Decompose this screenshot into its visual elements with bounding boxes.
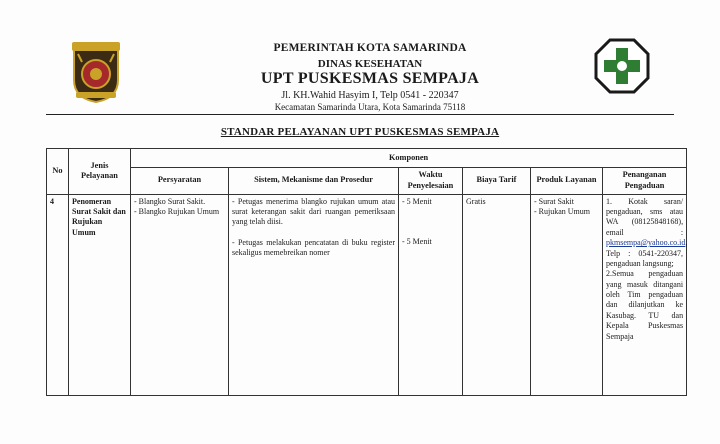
puskesmas-logo-icon — [594, 38, 650, 94]
waktu-item: - 5 Menit — [402, 236, 432, 246]
pengaduan-phone: , Telp : 0541-220347, pengaduan langsung; — [606, 238, 688, 268]
waktu-item: - 5 Menit — [402, 196, 432, 206]
produk-item: - Surat Sakit — [534, 196, 574, 206]
gov-name: PEMERINTAH KOTA SAMARINDA — [273, 42, 467, 54]
pengaduan-process: 2.Semua pengaduan yang masuk ditangani oleh Tim pengaduan dan dilanjutkan ke Kasubag. TU dan Kepala Puskesmas Sempaja — [606, 269, 684, 341]
header-biaya: Biaya Tarif — [463, 168, 531, 195]
email-link[interactable]: pkmsempa@yahoo.co.id — [606, 238, 686, 248]
persyaratan-item: - Blangko Rujukan Umum — [134, 206, 220, 216]
agency-name: DINAS KESEHATAN — [317, 58, 423, 70]
header-waktu: Waktu Penyelesaian — [399, 168, 463, 195]
table-row — [47, 194, 687, 395]
letterhead — [0, 0, 720, 120]
row-jenis: Penomeran Surat Sakit dan Rujukan Umum — [69, 194, 131, 395]
header-produk: Produk Layanan — [531, 168, 603, 195]
row-biaya: Gratis — [463, 194, 531, 395]
office-name: UPT PUSKESMAS SEMPAJA — [260, 70, 480, 87]
header-jenis-pelayanan: Jenis Pelayanan — [69, 149, 131, 195]
office-address: Jl. KH.Wahid Hasyim I, Telp 0541 - 220347 — [281, 90, 459, 101]
header-penanganan: Penanganan Pengaduan — [603, 168, 687, 195]
header-divider — [46, 114, 674, 115]
row-sistem — [229, 194, 399, 395]
service-standard-table — [46, 148, 687, 396]
sistem-step: - Petugas melakukan pencatatan di buku register sekaligus memebreikan nomer — [232, 237, 395, 258]
row-produk — [531, 194, 603, 395]
produk-item: - Rujukan Umum — [534, 206, 590, 216]
header-sistem: Sistem, Mekanisme dan Prosedur — [229, 168, 399, 195]
row-no: 4 — [47, 194, 69, 395]
pengaduan-channels: 1. Kotak saran/ pengaduan, sms atau WA (08125848168), email : — [606, 196, 684, 237]
header-no: No — [47, 149, 69, 195]
row-persyaratan — [131, 194, 229, 395]
sistem-step: - Petugas menerima blangko rujukan umum atau surat keterangan sakit dari ruangan pemeriksaan yang telah diisi. — [232, 196, 395, 227]
document-title: STANDAR PELAYANAN UPT PUSKESMAS SEMPAJA — [220, 126, 500, 138]
header-persyaratan: Persyaratan — [131, 168, 229, 195]
header-komponen: Komponen — [131, 149, 687, 168]
persyaratan-item: - Blangko Surat Sakit. — [134, 196, 206, 206]
office-district: Kecamatan Samarinda Utara, Kota Samarinda 75118 — [274, 102, 466, 112]
row-waktu — [399, 194, 463, 395]
row-penanganan — [603, 194, 687, 395]
city-emblem-icon — [68, 40, 124, 104]
